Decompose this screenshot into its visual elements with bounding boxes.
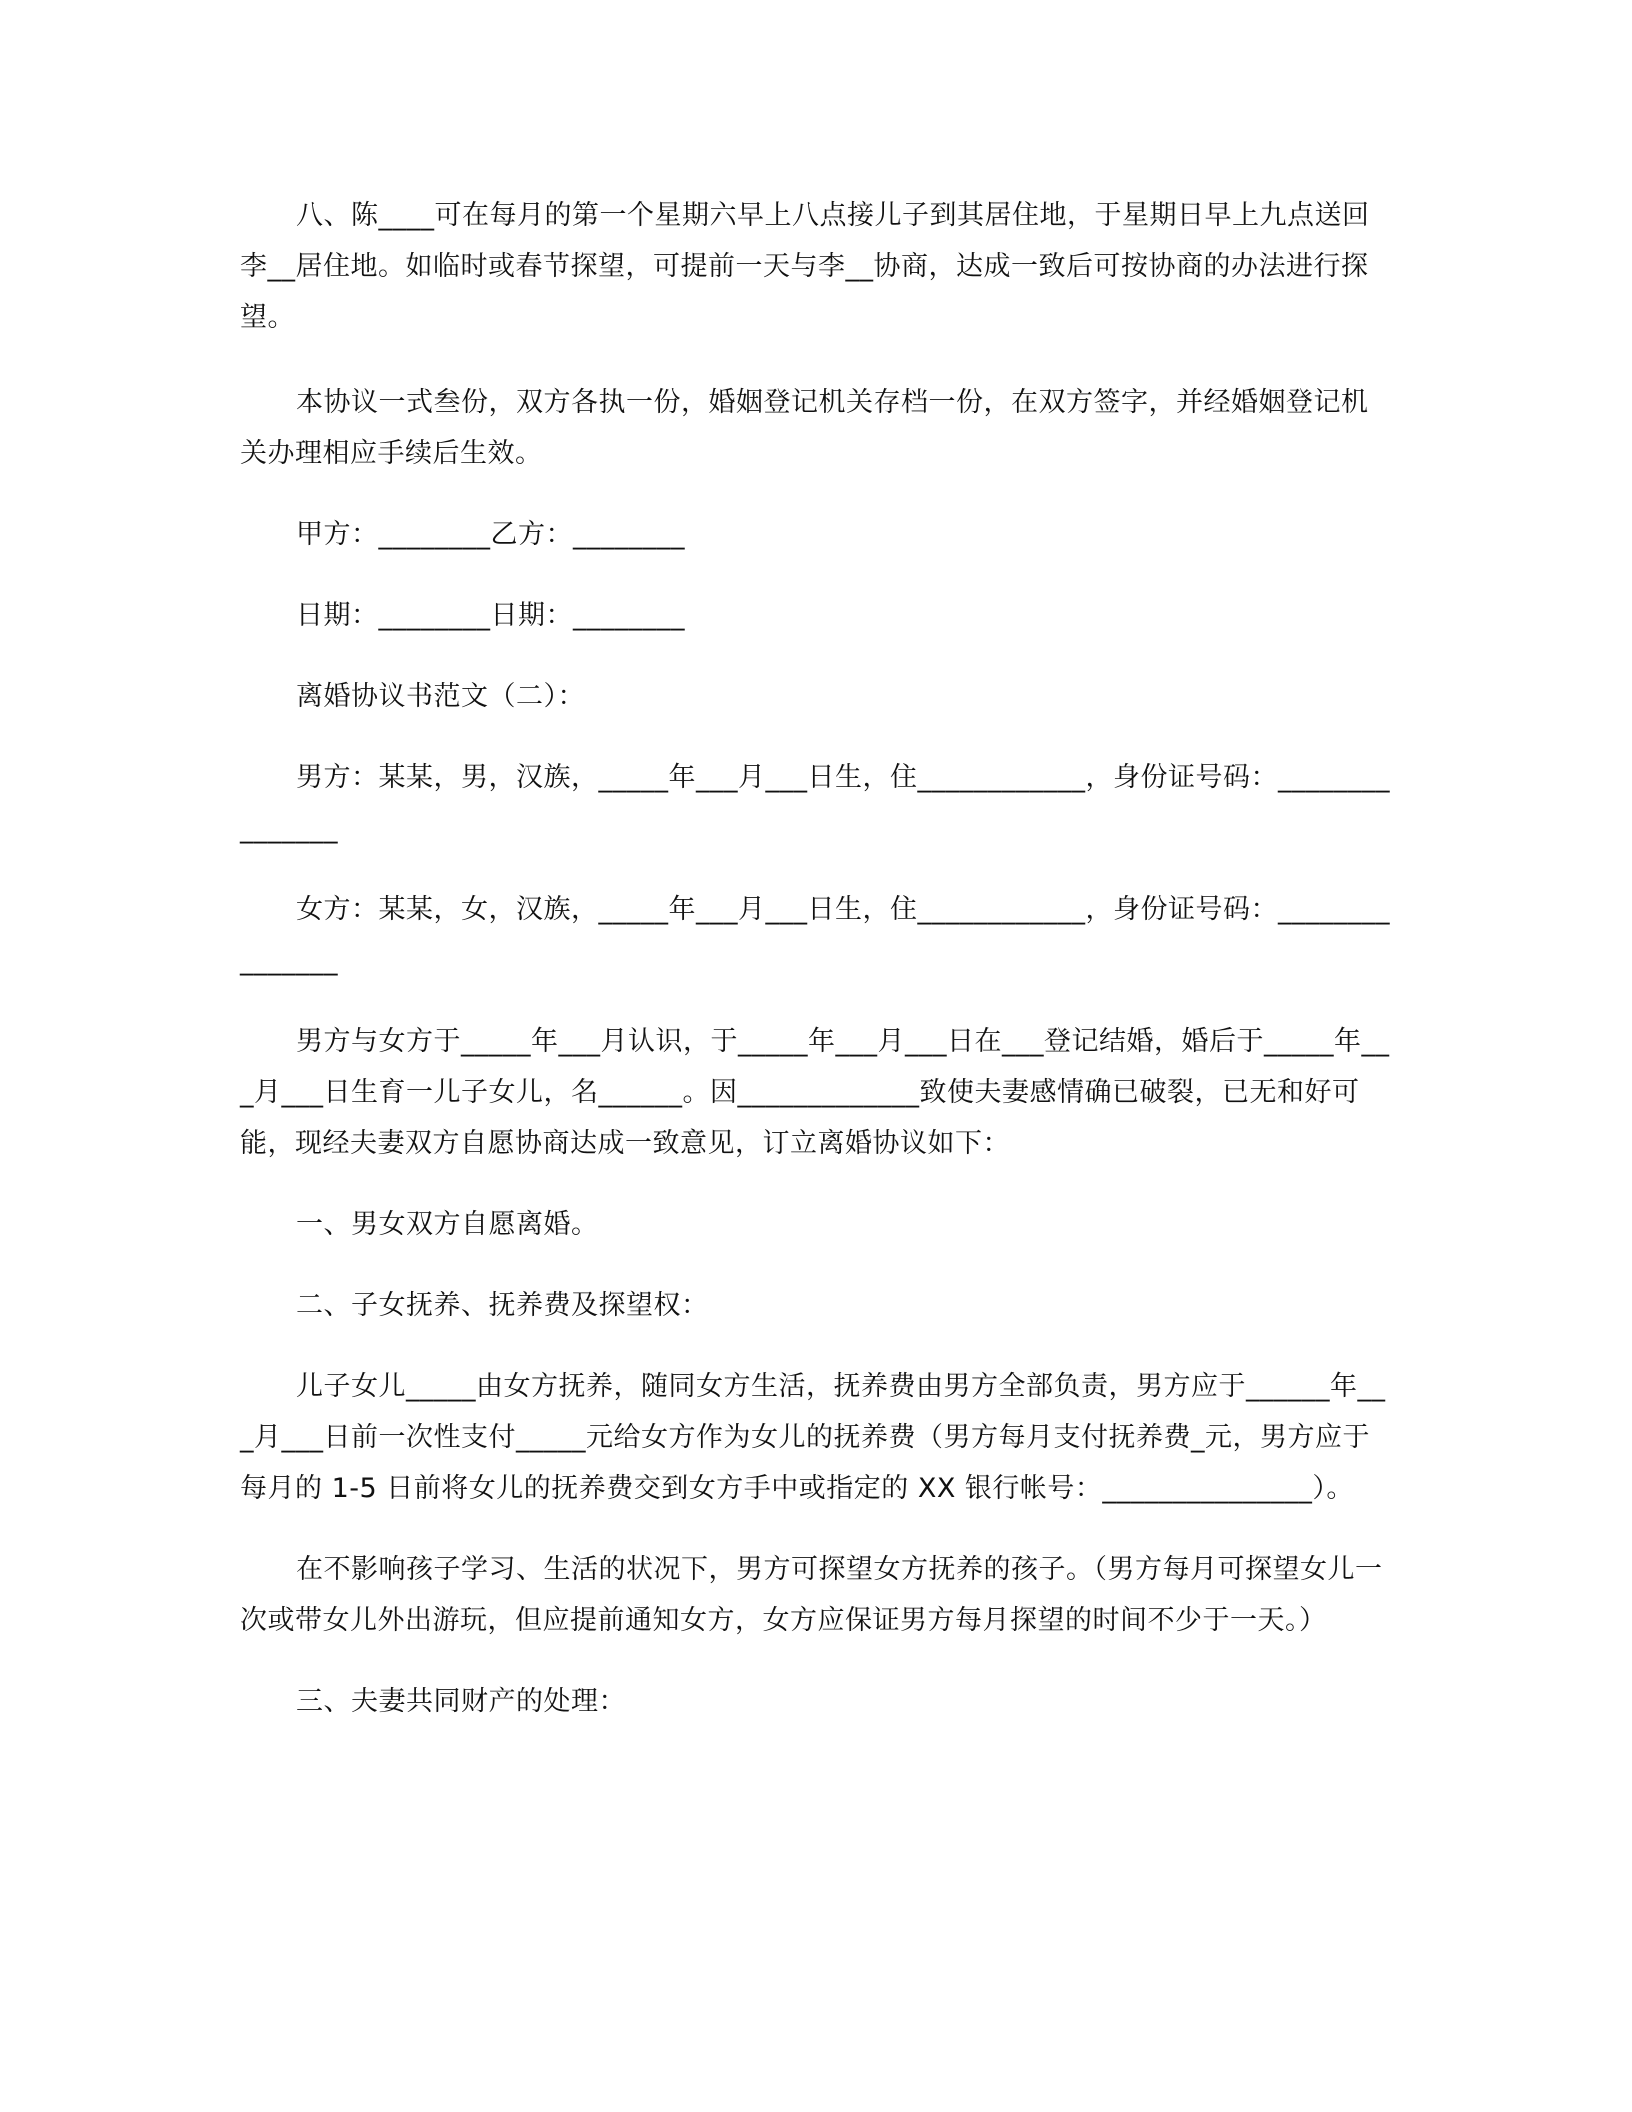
child-support-terms: 儿子女儿_____由女方抚养，随同女方生活，抚养费由男方全部负责，男方应于______年___月___日前一次性支付_____元给女方作为女儿的抚养费（男方每月支付抚养费_元，男方应于每月的 1-5 日前将女儿的抚养费交到女方手中或指定的 XX 银行帐号：_______________）。 (240, 1371, 1386, 1504)
clause-one: 一、男女双方自愿离婚。 (296, 1209, 599, 1240)
marriage-background: 男方与女方于_____年___月认识，于_____年___月___日在___登记结婚，婚后于_____年___月___日生育一儿子女儿，名______。因_____________致使夫妻感情确已破裂，已无和好可能，现经夫妻双方自愿协商达成一致意见，订立离婚协议如下： (240, 1026, 1390, 1159)
document-body (240, 190, 1392, 1727)
date-line: 日期：________日期：________ (296, 600, 685, 631)
visitation-terms: 在不影响孩子学习、生活的状况下，男方可探望女方抚养的孩子。（男方每月可探望女儿一次或带女儿外出游玩，但应提前通知女方，女方应保证男方每月探望的时间不少于一天。） (240, 1554, 1383, 1636)
signature-line: 甲方：________乙方：________ (296, 519, 685, 550)
paragraph-visitation-arrangement: 八、陈____可在每月的第一个星期六早上八点接儿子到其居住地，于星期日早上九点送回李__居住地。如临时或春节探望，可提前一天与李__协商，达成一致后可按协商的办法进行探望。 (240, 200, 1370, 333)
paragraph-copies-effective: 本协议一式叁份，双方各执一份，婚姻登记机关存档一份，在双方签字，并经婚姻登记机关办理相应手续后生效。 (240, 387, 1369, 469)
female-party-info: 女方：某某，女，汉族，_____年___月___日生，住____________，身份证号码：_______________ (240, 894, 1390, 976)
section-title-sample-two: 离婚协议书范文（二）： (296, 681, 585, 712)
clause-two-heading: 二、子女抚养、抚养费及探望权： (296, 1290, 709, 1321)
clause-three-heading: 三、夫妻共同财产的处理： (296, 1686, 626, 1717)
male-party-info: 男方：某某，男，汉族，_____年___月___日生，住____________，身份证号码：_______________ (240, 762, 1390, 844)
